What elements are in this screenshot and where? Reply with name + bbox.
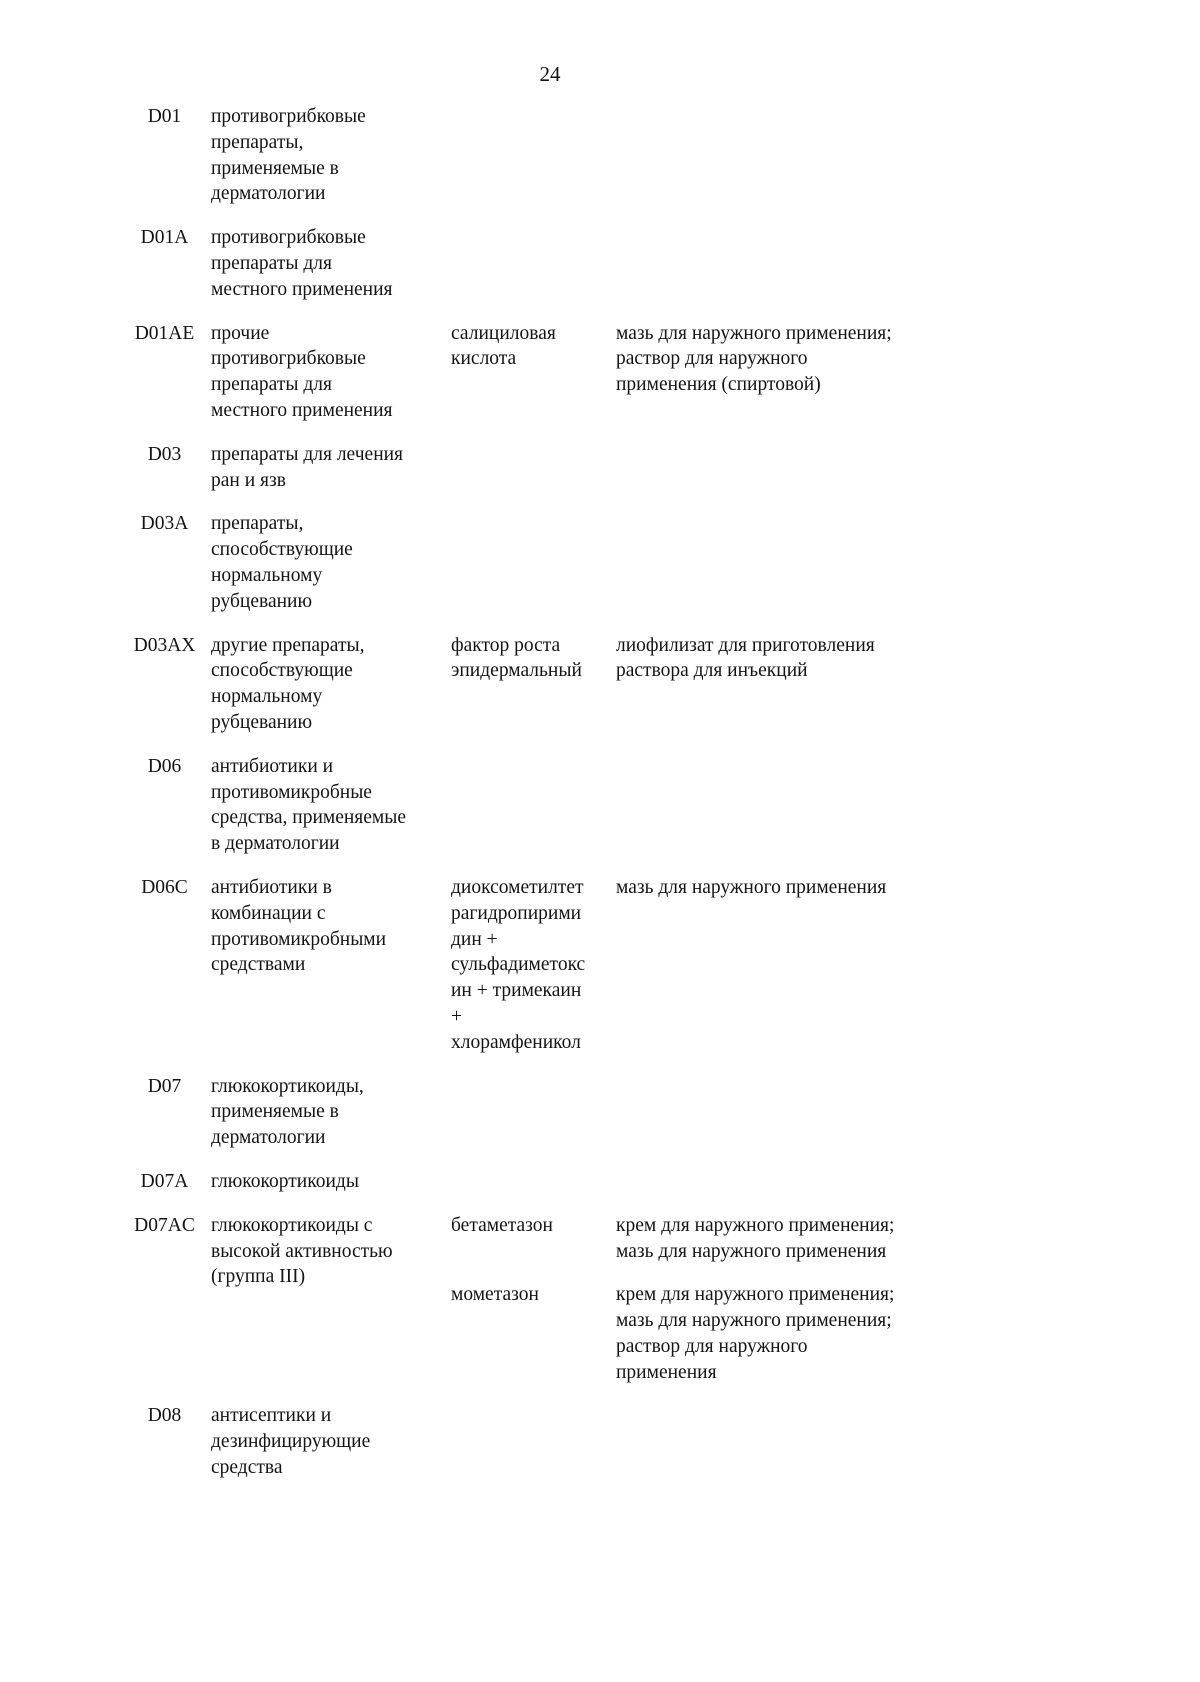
group-name-line: противогрибковые — [211, 106, 366, 127]
atc-code: D06 — [147, 755, 182, 777]
drug-name-line: диоксометилтет — [451, 876, 584, 898]
atc-group-name — [211, 442, 451, 512]
group-name-line: средства, применяемые — [211, 807, 407, 829]
drug-name — [451, 1282, 616, 1385]
dosage-form — [616, 1213, 948, 1265]
table-row — [118, 1213, 948, 1404]
atc-group-name — [211, 1169, 451, 1213]
table-row — [118, 511, 948, 632]
atc-code: D01 — [147, 106, 182, 127]
dosage-form-cell — [616, 875, 948, 1074]
dosage-form — [616, 1282, 948, 1385]
drug-name-cell — [451, 1213, 616, 1404]
group-name-line: противогрибковые — [211, 348, 366, 370]
drug-name — [451, 633, 616, 685]
group-name-line: рубцеванию — [211, 590, 313, 612]
atc-code: D07AC — [134, 1214, 195, 1236]
table-row — [118, 1074, 948, 1169]
drug-name-cell — [451, 633, 616, 754]
dosage-form — [616, 321, 948, 398]
atc-code: D03AX — [133, 634, 196, 656]
group-name-line: дерматологии — [211, 1127, 326, 1149]
dosage-form-line: раствор для наружного — [616, 1335, 808, 1357]
table-row — [118, 754, 948, 875]
group-name-line: способствующие — [211, 539, 353, 561]
dosage-form-cell — [616, 104, 948, 225]
drug-name-line: кислота — [451, 348, 517, 370]
drug-name-cell — [451, 754, 616, 875]
drug-name-cell — [451, 875, 616, 1074]
table-row — [118, 875, 948, 1074]
atc-code: D07A — [140, 1170, 189, 1192]
dosage-form-line: мазь для наружного применения; — [616, 322, 892, 344]
dosage-form-cell — [616, 1403, 948, 1498]
atc-table — [118, 104, 948, 1499]
drug-name-cell — [451, 104, 616, 225]
dosage-form — [616, 633, 948, 685]
atc-group-name — [211, 225, 451, 320]
drug-name-line: эпидермальный — [451, 660, 582, 682]
atc-group-name — [211, 104, 451, 225]
table-row — [118, 633, 948, 754]
drug-name-line: дин + — [451, 928, 498, 950]
group-name-line: дерматологии — [211, 183, 326, 205]
atc-code: D03A — [140, 513, 189, 535]
atc-group-name — [211, 1213, 451, 1404]
atc-group-name — [211, 321, 451, 442]
table-row — [118, 321, 948, 442]
group-name-line: местного применения — [211, 399, 393, 421]
atc-code: D08 — [147, 1405, 182, 1427]
drug-name-line: сульфадиметокс — [451, 954, 586, 976]
group-name-line: дезинфицирующие — [211, 1431, 371, 1453]
dosage-form-line: применения — [616, 1361, 717, 1383]
atc-group-name — [211, 875, 451, 1074]
group-name-line: глюкокортикоиды с — [211, 1214, 373, 1236]
drug-name-line: салициловая — [451, 322, 556, 344]
drug-name-cell — [451, 1403, 616, 1498]
group-name-line: в дерматологии — [211, 833, 340, 855]
dosage-form-line: лиофилизат для приготовления — [616, 634, 875, 656]
dosage-form-cell — [616, 1169, 948, 1213]
drug-name-line: ин + тримекаин — [451, 980, 582, 1002]
dosage-form-cell — [616, 225, 948, 320]
drug-name-cell — [451, 1074, 616, 1169]
table-row — [118, 442, 948, 512]
group-name-line: препараты, — [211, 513, 304, 535]
atc-code: D01A — [140, 227, 189, 249]
group-name-line: противомикробными — [211, 928, 387, 950]
drug-name-cell — [451, 225, 616, 320]
dosage-form-line: раствор для наружного — [616, 348, 808, 370]
atc-group-name — [211, 1074, 451, 1169]
group-name-line: местного применения — [211, 278, 393, 300]
dosage-form-line: применения (спиртовой) — [616, 374, 821, 396]
drug-name-line: мометазон — [451, 1284, 539, 1306]
dosage-form-cell — [616, 442, 948, 512]
atc-code: D03 — [147, 443, 182, 465]
drug-name-cell — [451, 511, 616, 632]
dosage-form-line: мазь для наружного применения; — [616, 1310, 892, 1332]
atc-group-name — [211, 633, 451, 754]
drug-name-line: бетаметазон — [451, 1214, 553, 1236]
group-name-line: средства — [211, 1457, 283, 1479]
dosage-form-line: мазь для наружного применения — [616, 1240, 887, 1262]
dosage-form-cell — [616, 1074, 948, 1169]
drug-name-cell — [451, 1169, 616, 1213]
atc-code: D06C — [141, 876, 188, 898]
group-name-line: (группа III) — [211, 1266, 306, 1288]
group-name-line: ран и язв — [211, 469, 286, 491]
group-name-line: антибиотики в — [211, 876, 332, 898]
dosage-form-line: крем для наружного применения; — [616, 1284, 895, 1306]
dosage-form-line: мазь для наружного применения — [616, 876, 887, 898]
drug-name-line: рагидропирими — [451, 902, 582, 924]
drug-name-line: + — [451, 1005, 462, 1027]
drug-name-line: хлорамфеникол — [451, 1031, 581, 1053]
dosage-form — [616, 875, 948, 1056]
group-name-line: препараты для — [211, 252, 332, 274]
group-name-line: препараты, — [211, 131, 304, 153]
group-name-line: препараты для лечения — [211, 443, 404, 465]
group-name-line: противогрибковые — [211, 227, 366, 249]
atc-group-name — [211, 754, 451, 875]
group-name-line: глюкокортикоиды — [211, 1170, 359, 1192]
drug-name-line: фактор роста — [451, 634, 561, 656]
group-name-line: высокой активностью — [211, 1240, 393, 1262]
dosage-form-line: раствора для инъекций — [616, 660, 808, 682]
atc-code: D01AE — [134, 322, 195, 344]
table-row — [118, 225, 948, 320]
drug-name-cell — [451, 321, 616, 442]
drug-name — [451, 875, 616, 1056]
group-name-line: прочие — [211, 322, 270, 344]
dosage-form-line: крем для наружного применения; — [616, 1214, 895, 1236]
group-name-line: препараты для — [211, 374, 332, 396]
drug-name — [451, 321, 616, 398]
page-number: 24 — [539, 62, 561, 86]
group-name-line: применяемые в — [211, 1101, 339, 1123]
dosage-form-cell — [616, 321, 948, 442]
group-name-line: нормальному — [211, 564, 323, 586]
group-name-line: другие препараты, — [211, 634, 365, 656]
atc-group-name — [211, 511, 451, 632]
group-name-line: комбинации с — [211, 902, 326, 924]
group-name-line: применяемые в — [211, 157, 339, 179]
atc-table-body — [118, 104, 948, 1499]
group-name-line: нормальному — [211, 686, 323, 708]
group-name-line: способствующие — [211, 660, 353, 682]
dosage-form-cell — [616, 1213, 948, 1404]
table-row — [118, 104, 948, 225]
atc-code: D07 — [147, 1075, 182, 1097]
dosage-form-cell — [616, 754, 948, 875]
group-name-line: рубцеванию — [211, 711, 313, 733]
dosage-form-cell — [616, 633, 948, 754]
group-name-line: средствами — [211, 954, 306, 976]
atc-group-name — [211, 1403, 451, 1498]
group-name-line: антибиотики и — [211, 755, 334, 777]
group-name-line: антисептики и — [211, 1405, 332, 1427]
group-name-line: глюкокортикоиды, — [211, 1075, 364, 1097]
drug-name — [451, 1213, 616, 1265]
dosage-form-cell — [616, 511, 948, 632]
group-name-line: противомикробные — [211, 781, 372, 803]
table-row — [118, 1403, 948, 1498]
table-row — [118, 1169, 948, 1213]
drug-name-cell — [451, 442, 616, 512]
